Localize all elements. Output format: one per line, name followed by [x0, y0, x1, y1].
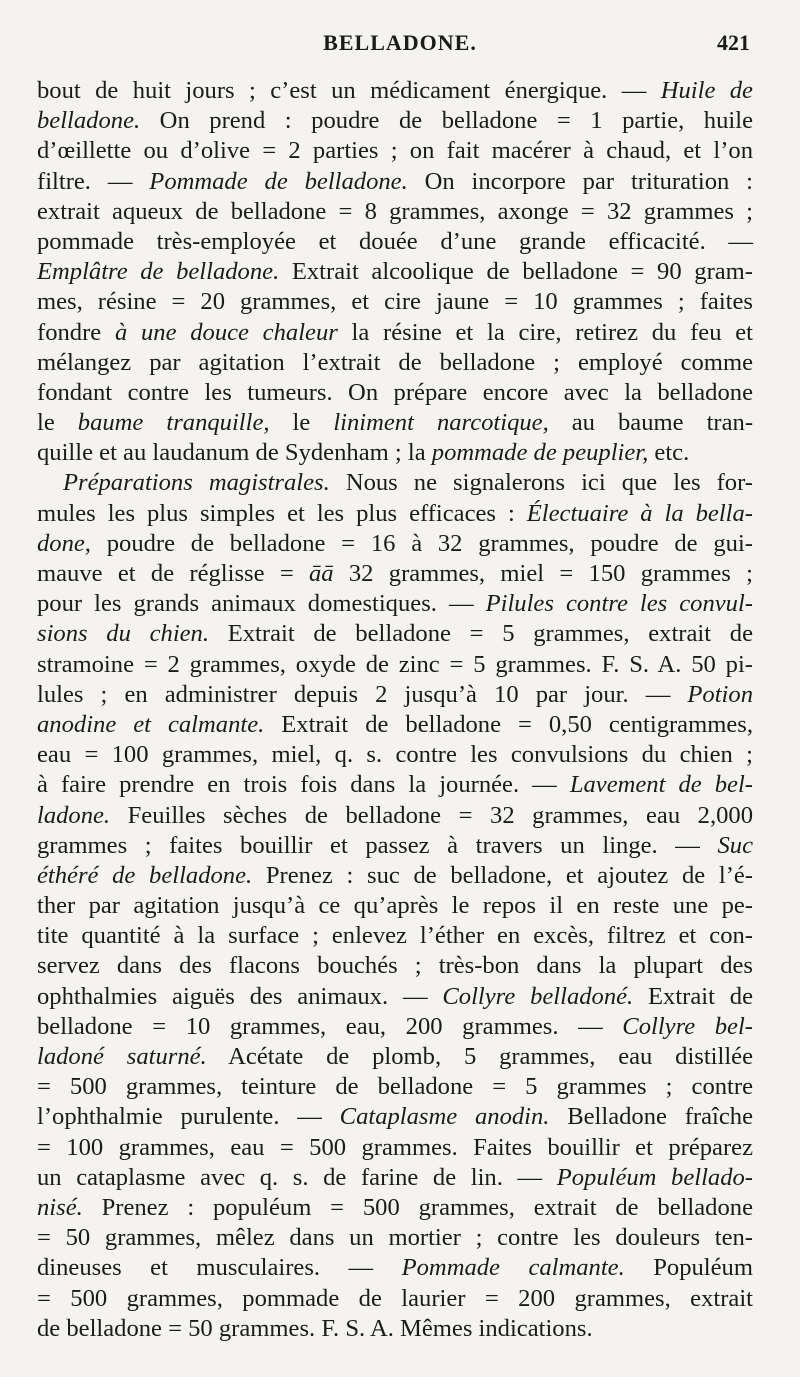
- text-span: quille et au laudanum de Sydenham ; la: [37, 439, 432, 467]
- text-line: [37, 891, 753, 921]
- text-line: [37, 1314, 753, 1344]
- text-span: mélangez par agitation l’extrait de belladone ; employé comme: [37, 348, 753, 376]
- text-span: tite quantité à la surface ; enlevez l’éther en excès, filtrez et con-: [37, 922, 753, 950]
- text-line: [37, 1253, 753, 1283]
- italic-text: Collyre bel-: [622, 1012, 753, 1040]
- text-span: etc.: [648, 439, 690, 467]
- italic-text: ladoné saturné.: [37, 1043, 207, 1070]
- text-span: Extrait de belladone = 5 grammes, extrait de: [209, 620, 753, 648]
- italic-text: Pommade calmante.: [401, 1254, 625, 1282]
- italic-text: baume tranquille,: [77, 409, 270, 437]
- italic-text: à une douce chaleur: [114, 318, 338, 346]
- italic-text: Cataplasme anodin.: [339, 1103, 550, 1131]
- text-span: l’ophthalmie purulente. —: [37, 1103, 340, 1131]
- text-line: [37, 1072, 753, 1102]
- text-line: [37, 348, 753, 378]
- text-line: [37, 287, 753, 317]
- text-span: mes, résine = 20 grammes, et cire jaune = 10 grammes ; faites: [37, 288, 753, 316]
- text-span: d’œillette ou d’olive = 2 parties ; on fait macérer à chaud, et l’on: [37, 137, 753, 165]
- italic-text: Huile de: [660, 77, 753, 104]
- italic-text: Électuaire à la bella-: [526, 499, 753, 527]
- italic-text: belladone.: [37, 107, 141, 135]
- text-span: lules ; en administrer depuis 2 jusqu’à 10 par jour. —: [37, 680, 688, 708]
- text-span: pommade très-employée et douée d’une grande efficacité. —: [37, 227, 753, 255]
- text-span: Belladone fraîche: [549, 1103, 753, 1131]
- text-span: pour les grands animaux domestiques. —: [37, 590, 486, 618]
- text-line: [37, 710, 753, 740]
- italic-text: Préparations magistrales.: [63, 469, 330, 497]
- text-span: fondre: [37, 318, 115, 346]
- text-line: [37, 951, 753, 981]
- text-span: le: [269, 409, 334, 437]
- text-span: eau = 100 grammes, miel, q. s. contre les convulsions du chien ;: [37, 741, 753, 769]
- text-span: Acétate de plomb, 5 grammes, eau distillée: [206, 1043, 754, 1070]
- italic-text: éthéré de belladone.: [37, 861, 253, 889]
- text-line: [37, 1042, 753, 1072]
- italic-text: done,: [37, 529, 91, 557]
- text-line: [37, 1193, 753, 1223]
- text-span: dineuses et musculaires. —: [37, 1254, 402, 1282]
- text-span: Extrait de belladone = 0,50 centigrammes,: [264, 710, 753, 738]
- text-span: Feuilles sèches de belladone = 32 grammes, eau 2,000: [110, 801, 753, 829]
- italic-text: āā: [309, 560, 334, 587]
- text-span: stramoine = 2 grammes, oxyde de zinc = 5 grammes. F. S. A. 50 pi-: [37, 650, 753, 678]
- text-line: [37, 1163, 753, 1193]
- text-span: de belladone = 50 grammes. F. S. A. Mêmes indications.: [37, 1314, 593, 1342]
- text-line: [37, 982, 753, 1012]
- text-line: [37, 680, 753, 710]
- text-span: au baume tran-: [548, 409, 754, 437]
- text-line: [37, 740, 753, 770]
- text-line: [37, 529, 753, 559]
- text-span: le: [37, 409, 78, 437]
- italic-text: liniment narcotique,: [333, 409, 549, 437]
- text-span: fondant contre les tumeurs. On prépare encore avec la belladone: [37, 378, 753, 406]
- text-line: [37, 650, 753, 680]
- text-line: [37, 559, 753, 589]
- text-line: [37, 468, 753, 498]
- text-span: mauve et de réglisse =: [37, 560, 309, 587]
- text-span: = 500 grammes, teinture de belladone = 5 grammes ; contre: [37, 1073, 753, 1101]
- text-line: [37, 619, 753, 649]
- text-line: [37, 861, 753, 891]
- text-line: [37, 136, 753, 166]
- text-line: [37, 1102, 753, 1132]
- text-span: poudre de belladone = 16 à 32 grammes, poudre de gui-: [90, 529, 753, 557]
- text-span: grammes ; faites bouillir et passez à travers un linge. —: [37, 831, 718, 859]
- text-line: [37, 1284, 753, 1314]
- italic-text: Lavement de bel-: [569, 771, 753, 799]
- text-span: Extrait alcoolique de belladone = 90 gram-: [279, 258, 753, 286]
- text-span: 32 grammes, miel = 150 grammes ;: [333, 560, 753, 587]
- text-line: [37, 589, 753, 619]
- text-line: [37, 378, 753, 408]
- text-span: Prenez : populéum = 500 grammes, extrait de belladone: [82, 1193, 753, 1221]
- text-span: filtre. —: [37, 167, 150, 195]
- text-span: Populéum: [624, 1254, 753, 1282]
- text-span: belladone = 10 grammes, eau, 200 grammes. —: [37, 1012, 623, 1040]
- text-line: [37, 167, 753, 197]
- text-span: Nous ne signalerons ici que les for-: [329, 469, 753, 497]
- text-span: Extrait de: [633, 982, 753, 1010]
- text-span: mules les plus simples et les plus efficaces :: [37, 499, 527, 527]
- text-span: la résine et la cire, retirez du feu et: [337, 318, 753, 346]
- text-line: [37, 106, 753, 136]
- italic-text: ladone.: [37, 801, 111, 829]
- text-span: ther par agitation jusqu’à ce qu’après le repos il en reste une pe-: [37, 892, 753, 920]
- body-text: [37, 76, 753, 1344]
- italic-text: Suc: [717, 831, 753, 859]
- running-header: [0, 30, 800, 64]
- text-span: un cataplasme avec q. s. de farine de lin. —: [37, 1163, 557, 1191]
- running-title: BELLADONE.: [323, 30, 477, 55]
- text-line: [37, 197, 753, 227]
- text-span: servez dans des flacons bouchés ; très-bon dans la plupart des: [37, 952, 753, 980]
- text-span: à faire prendre en trois fois dans la journée. —: [37, 771, 570, 799]
- text-line: [37, 831, 753, 861]
- text-span: = 500 grammes, pommade de laurier = 200 grammes, extrait: [37, 1284, 753, 1312]
- text-span: On incorpore par trituration :: [407, 167, 753, 195]
- text-line: [37, 438, 753, 468]
- italic-text: Pommade de belladone.: [149, 167, 408, 195]
- italic-text: Populéum bellado-: [556, 1163, 753, 1191]
- text-span: Prenez : suc de belladone, et ajoutez de l’é-: [252, 861, 753, 889]
- text-line: [37, 257, 753, 287]
- text-line: [37, 227, 753, 257]
- text-span: On prend : poudre de belladone = 1 partie, huile: [140, 107, 753, 135]
- text-line: [37, 76, 753, 106]
- text-line: [37, 801, 753, 831]
- text-line: [37, 1012, 753, 1042]
- text-line: [37, 1133, 753, 1163]
- italic-text: Emplâtre de belladone.: [37, 258, 280, 286]
- text-line: [37, 499, 753, 529]
- italic-text: Collyre belladoné.: [442, 982, 634, 1010]
- text-line: [37, 318, 753, 348]
- italic-text: Potion: [687, 680, 753, 708]
- text-span: ophthalmies aiguës des animaux. —: [37, 982, 443, 1010]
- text-span: bout de huit jours ; c’est un médicament énergique. —: [37, 77, 661, 104]
- text-span: extrait aqueux de belladone = 8 grammes, axonge = 32 grammes ;: [37, 197, 753, 225]
- italic-text: anodine et calmante.: [37, 710, 265, 738]
- text-span: = 100 grammes, eau = 500 grammes. Faites bouillir et préparez: [37, 1133, 753, 1161]
- text-line: [37, 921, 753, 951]
- page-number: 421: [717, 30, 750, 55]
- italic-text: pommade de peuplier,: [431, 439, 649, 467]
- text-line: [37, 408, 753, 438]
- italic-text: Pilules contre les convul-: [485, 590, 753, 618]
- italic-text: sions du chien.: [37, 620, 210, 648]
- text-line: [37, 770, 753, 800]
- italic-text: nisé.: [37, 1193, 83, 1221]
- text-line: [37, 1223, 753, 1253]
- text-span: = 50 grammes, mêlez dans un mortier ; contre les douleurs ten-: [37, 1224, 753, 1252]
